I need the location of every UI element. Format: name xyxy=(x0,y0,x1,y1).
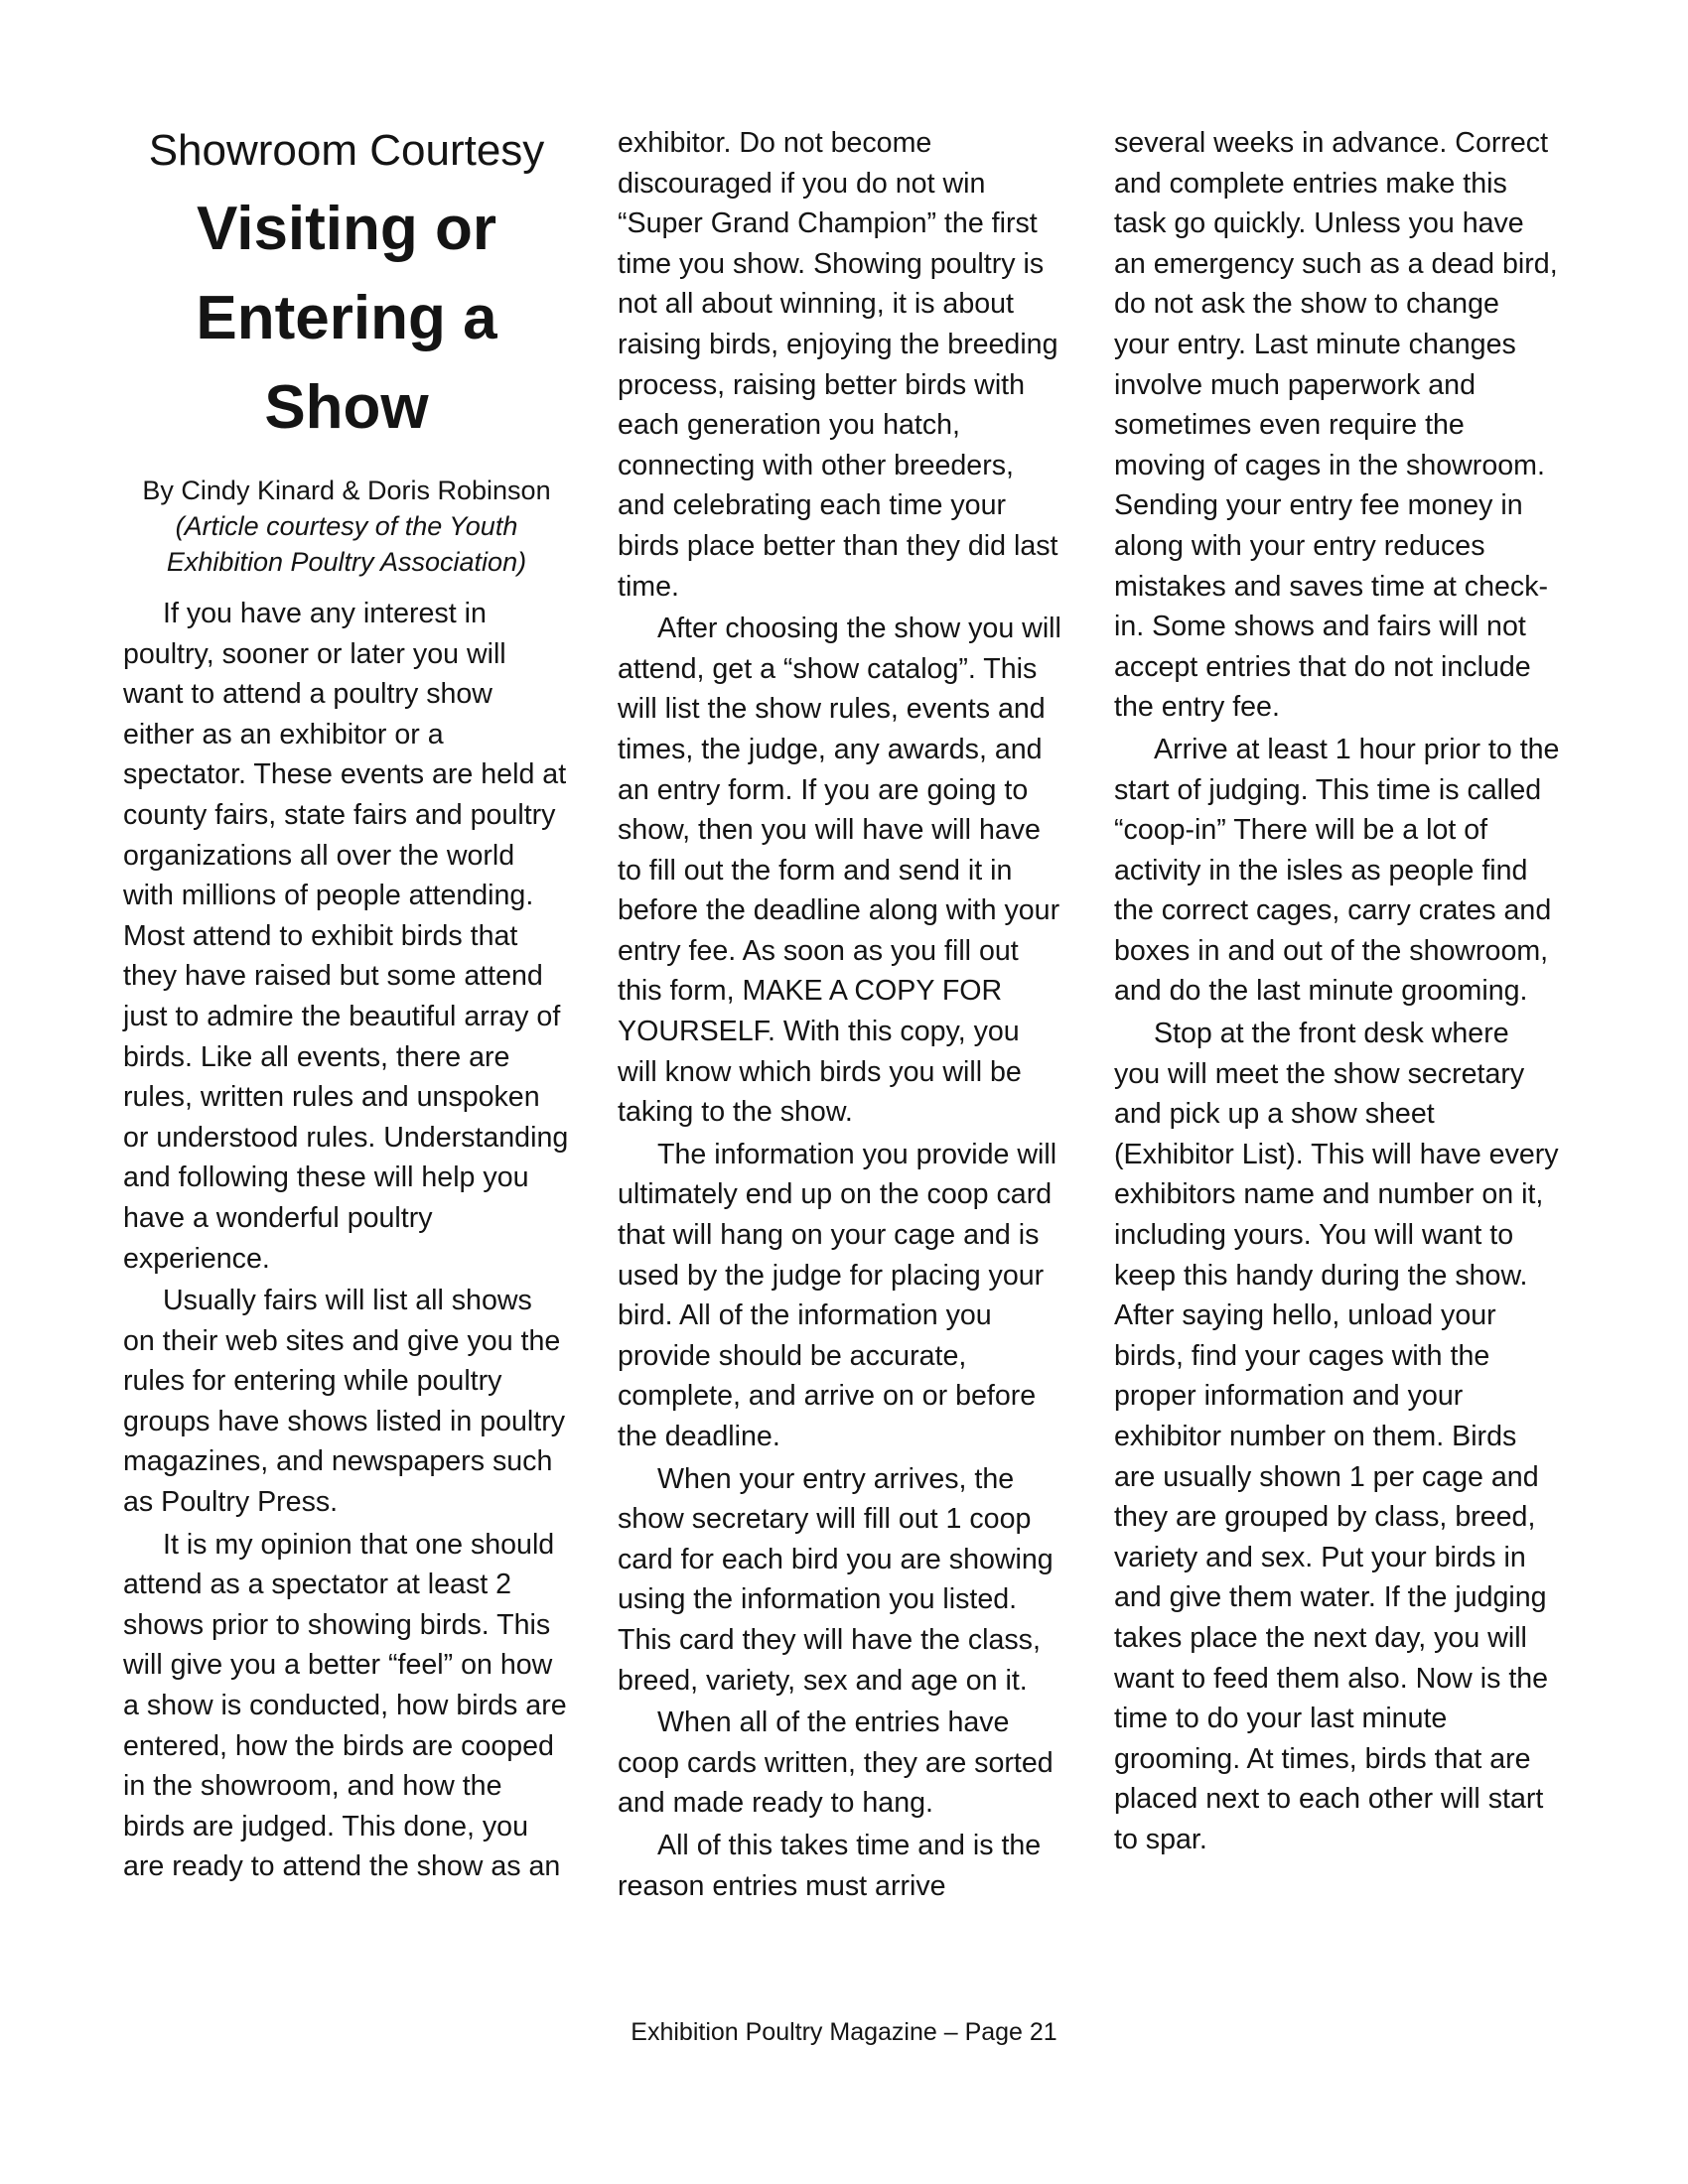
paragraph: All of this takes time and is the reason entries must arrive xyxy=(618,1829,1042,1902)
column-3 xyxy=(1114,123,1561,1862)
article-title xyxy=(123,185,570,453)
column-1 xyxy=(123,123,570,1889)
paragraph: Stop at the front desk where you will meet the show secretary and pick up a show sheet (Exhibitor List). This will have every exhibitors name and number on it, including yours. You will want to keep this handy during the show. After saying hello, unload your birds, find your cages with the proper information and your exhibitor number on them. Birds are usually shown 1 per cage and they are grouped by class, breed, variety and sex. Put your birds in and give them water. If the judging takes place the next day, you will want to feed them also. Now is the time to do your last minute grooming. At times, birds that are placed next to each other will start to spar. xyxy=(1114,1018,1559,1855)
page-footer: Exhibition Poultry Magazine – Page 21 xyxy=(631,2018,1057,2046)
byline-courtesy xyxy=(123,508,570,580)
title-line: Entering a xyxy=(196,284,497,352)
paragraph: Usually fairs will list all shows on their web sites and give you the rules for entering while poultry groups have shows listed in poultry magazines, and newspapers such as Poultry Press. xyxy=(123,1285,566,1519)
byline-courtesy-line: (Article courtesy of the Youth xyxy=(175,511,518,541)
paragraph: several weeks in advance. Correct and complete entries make this task go quickly. Unless you have an emergency such as a dead bird, do not ask the show to change your entry. Last minute changes involve much paperwork and sometimes even require the moving of cages in the showroom. Sending your entry fee money in along with your entry reduces mistakes and saves time at check-in. Some shows and fairs will not accept entries that do not include the entry fee. xyxy=(1114,127,1558,724)
section-kicker: Showroom Courtesy xyxy=(148,126,545,175)
byline-courtesy-line: Exhibition Poultry Association) xyxy=(166,547,527,577)
column-2 xyxy=(618,123,1064,1908)
paragraph: exhibitor. Do not become discouraged if you do not win “Super Grand Champion” the first time you show. Showing poultry is not all about winning, it is about raising birds, enjoying the breeding process, raising better birds with each generation you hatch, connecting with other breeders, and celebrating each time your birds place better than they did last time. xyxy=(618,127,1058,603)
paragraph: After choosing the show you will attend, get a “show catalog”. This will list the show rules, events and times, the judge, any awards, and an entry form. If you are going to show, then you will have will have to fill out the form and send it in before the deadline along with your entry fee. As soon as you fill out this form, MAKE A COPY FOR YOURSELF. With this copy, you will know which birds you will be taking to the show. xyxy=(618,613,1061,1129)
paragraph: Arrive at least 1 hour prior to the start of judging. This time is called “coop-in” There will be a lot of activity in the isles as people find the correct cages, carry crates and boxes in and out of the showroom, and do the last minute grooming. xyxy=(1114,733,1560,1008)
paragraph: When all of the entries have coop cards written, they are sorted and made ready to hang. xyxy=(618,1706,1054,1820)
byline: By Cindy Kinard & Doris Robinson xyxy=(142,476,551,505)
paragraph: It is my opinion that one should attend as a spectator at least 2 shows prior to showing birds. This will give you a better “feel” on how a show is conducted, how birds are entered, how the birds are cooped in the showroom, and how the birds are judged. This done, you are ready to attend the show as an xyxy=(123,1528,567,1883)
paragraph: The information you provide will ultimately end up on the coop card that will hang on your cage and is used by the judge for placing your bird. All of the information you provide should be accurate, complete, and arrive on or before the deadline. xyxy=(618,1138,1057,1452)
paragraph: When your entry arrives, the show secretary will fill out 1 coop card for each bird you are showing using the information you listed. This card they will have the class, breed, variety, sex and age on it. xyxy=(618,1462,1054,1697)
title-line: Visiting or xyxy=(196,195,496,263)
paragraph: If you have any interest in poultry, sooner or later you will want to attend a poultry show either as an exhibitor or a spectator. These events are held at county fairs, state fairs and poultry organizations all over the world with millions of people attending. Most attend to exhibit birds that they have raised but some attend just to admire the beautiful array of birds. Like all events, there are rules, written rules and unspoken or understood rules. Understanding and following these will help you have a wonderful poultry experience. xyxy=(123,598,569,1275)
title-line: Show xyxy=(264,373,429,442)
